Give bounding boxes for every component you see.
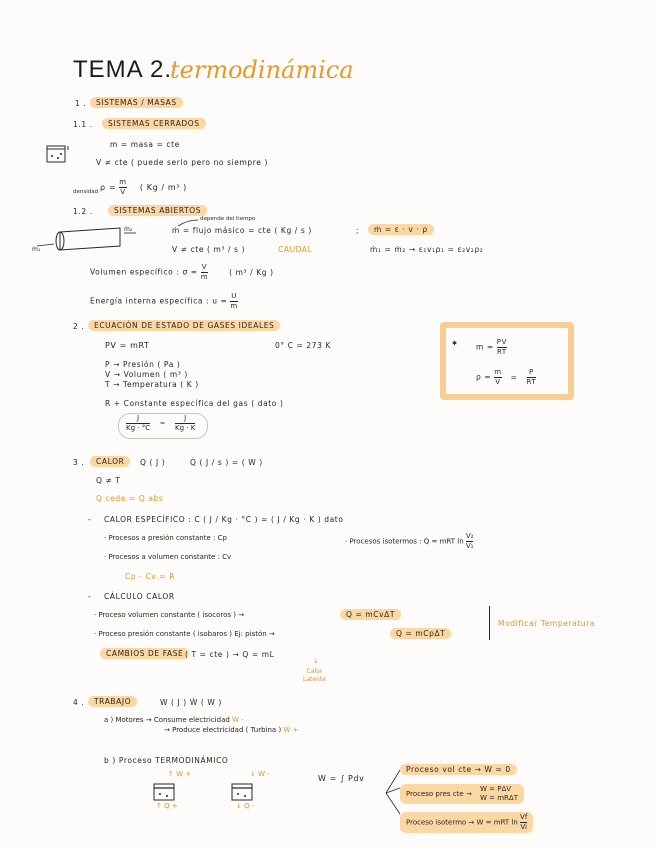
gas-constant-def: R + Constante específica del gas ( dato ) (105, 399, 284, 408)
isobaric-process: · Proceso presión constante ( isobaros ) Ej: pistón → (94, 630, 275, 638)
motors-line: a ) Motores → Consume electricidad W - (104, 716, 244, 724)
heat-rate-unit: Q̇ ( J / s ) = ( W ) (190, 458, 263, 467)
latent-heat-note: Calor Latente (303, 668, 326, 683)
volume-def: V → Volumen ( m³ ) (105, 370, 188, 379)
work-integral: W = ∫ Pdv (318, 774, 365, 783)
specific-heat: CALOR ESPECÍFICO : C ( J / Kg · °C ) = ( J / Kg · K ) dato (104, 515, 344, 524)
work-negative: ↓ W - (250, 770, 270, 778)
isochoric-work: Proceso vol cte → W = 0 (400, 764, 517, 775)
isochoric-process: · Proceso volumen constante ( isocoros ) → (94, 611, 245, 619)
work-units: W ( J ) Ẇ ( W ) (160, 698, 222, 707)
mayer-relation: Cp - Cv = R (125, 572, 176, 581)
flow-rate-line: V ≠ cte ( m³ / s ) (172, 245, 246, 254)
piston-icon (150, 776, 180, 802)
time-note: depende del tiempo (200, 216, 256, 222)
down-arrow-icon: ↓ (313, 657, 319, 665)
heat-unit: Q ( J ) (140, 458, 166, 467)
pressure-def: P → Presión ( Pa ) (105, 360, 181, 369)
box-mass-formula: m = $\frac{PV}{RT}$ (476, 338, 507, 356)
mass-flow-in: ṁ₁ (32, 246, 41, 253)
caudal-label: CAUDAL (278, 245, 313, 254)
mass-flow-line: ṁ = flujo másico = cte ( Kg / s ) (172, 226, 312, 235)
section-number: 1.1 . (73, 120, 93, 129)
phase-change-heading: CAMBIOS DE FASE (100, 648, 189, 659)
ideal-gas-equation: PV = mRT (105, 341, 150, 350)
heat-calc-title: CÁLCULO CALOR (104, 592, 175, 601)
heat-positive: ↑ Q + (156, 802, 178, 810)
cv-line: · Procesos a volumen constante : Cv (104, 553, 232, 561)
section-heading: SISTEMAS / MASAS (90, 97, 183, 108)
work-positive: ↑ W + (168, 770, 192, 778)
section-heading: SISTEMAS ABIERTOS (108, 205, 207, 216)
isobaric-work: Proceso pres cte → W = PΔV W = mRΔT (400, 784, 524, 804)
cp-line: · Procesos a presión constante : Cp (104, 534, 227, 542)
volume-line: V ≠ cte ( puede serlo pero no siempre ) (96, 158, 269, 167)
section-number: 4 . (73, 698, 85, 707)
section-heading: ECUACIÓN DE ESTADO DE GASES IDEALES (88, 320, 280, 331)
heat-balance: Q cede = Q abs (96, 494, 164, 503)
isochoric-formula: Q = mCvΔT (340, 609, 401, 620)
section-heading: TRABAJO (88, 696, 137, 707)
mass-flow-out: ṁ₂ (124, 226, 133, 233)
density-label: densidad (73, 189, 99, 195)
section-number: 1.2 . (73, 207, 93, 216)
piston-icon (228, 776, 258, 802)
heat-not-temp: Q ≠ T (96, 476, 121, 485)
section-number: 1 . (75, 99, 87, 108)
bracket (489, 606, 490, 640)
zero-celsius: 0° C = 273 K (275, 341, 332, 350)
temperature-def: T → Temperatura ( K ) (105, 380, 199, 389)
heat-negative: ↓ Q - (236, 802, 255, 810)
section-number: 2 . (73, 322, 85, 331)
units-fractions: $\frac{J}{Kg \cdot ^\circ C}$ = $\frac{J}{Kg \cdot K}$ (126, 414, 196, 432)
isobaric-formula: Q = mCpΔT (390, 628, 451, 639)
thermo-process: b ) Proceso TERMODINÁMICO (104, 756, 229, 765)
specific-energy: Energía interna específica : u = $\frac{U}{m}$ (90, 292, 238, 310)
closed-container-icon (44, 140, 70, 166)
isothermal-work: Proceso isotermo → W = mRT ln $\frac{Vf}{Vi}$ (400, 812, 533, 833)
specific-volume: Volumen específico : σ = $\frac{V}{m}$ ( m³ / Kg ) (90, 263, 274, 281)
mass-line: m = masa = cte (110, 140, 180, 149)
box-density-formula: ρ = $\frac{m}{V}$ = $\frac{P}{RT}$ (476, 368, 537, 386)
section-heading: CALOR (90, 456, 130, 467)
turbine-line: → Produce electricidad ( Turbina ) W + (164, 726, 299, 734)
section-heading: SISTEMAS CERRADOS (102, 118, 206, 129)
section-number: 3 . (73, 458, 85, 467)
continuity-equation: ṁ₁ = ṁ₂ → ε₁v₁ρ₁ = ε₂v₂ρ₂ (370, 245, 484, 254)
page-title: TEMA 2. (73, 56, 173, 83)
page-title-script: termodinámica (170, 56, 354, 84)
continuity-formula: ṁ = ε · v · ρ (368, 224, 434, 235)
density-formula: ρ = $\frac{m}{V}$ ( Kg / m³ ) (100, 178, 187, 196)
modify-temperature-note: Modificar Temperatura (498, 619, 596, 628)
formula-box (440, 322, 574, 400)
isothermal-heat: · Procesos isotermos : Q = mRT ln $\frac{\text{V₂}}{\text{V₁}}$ (345, 532, 474, 550)
phase-change-formula: ( T = cte ) → Q = mL (185, 650, 275, 659)
